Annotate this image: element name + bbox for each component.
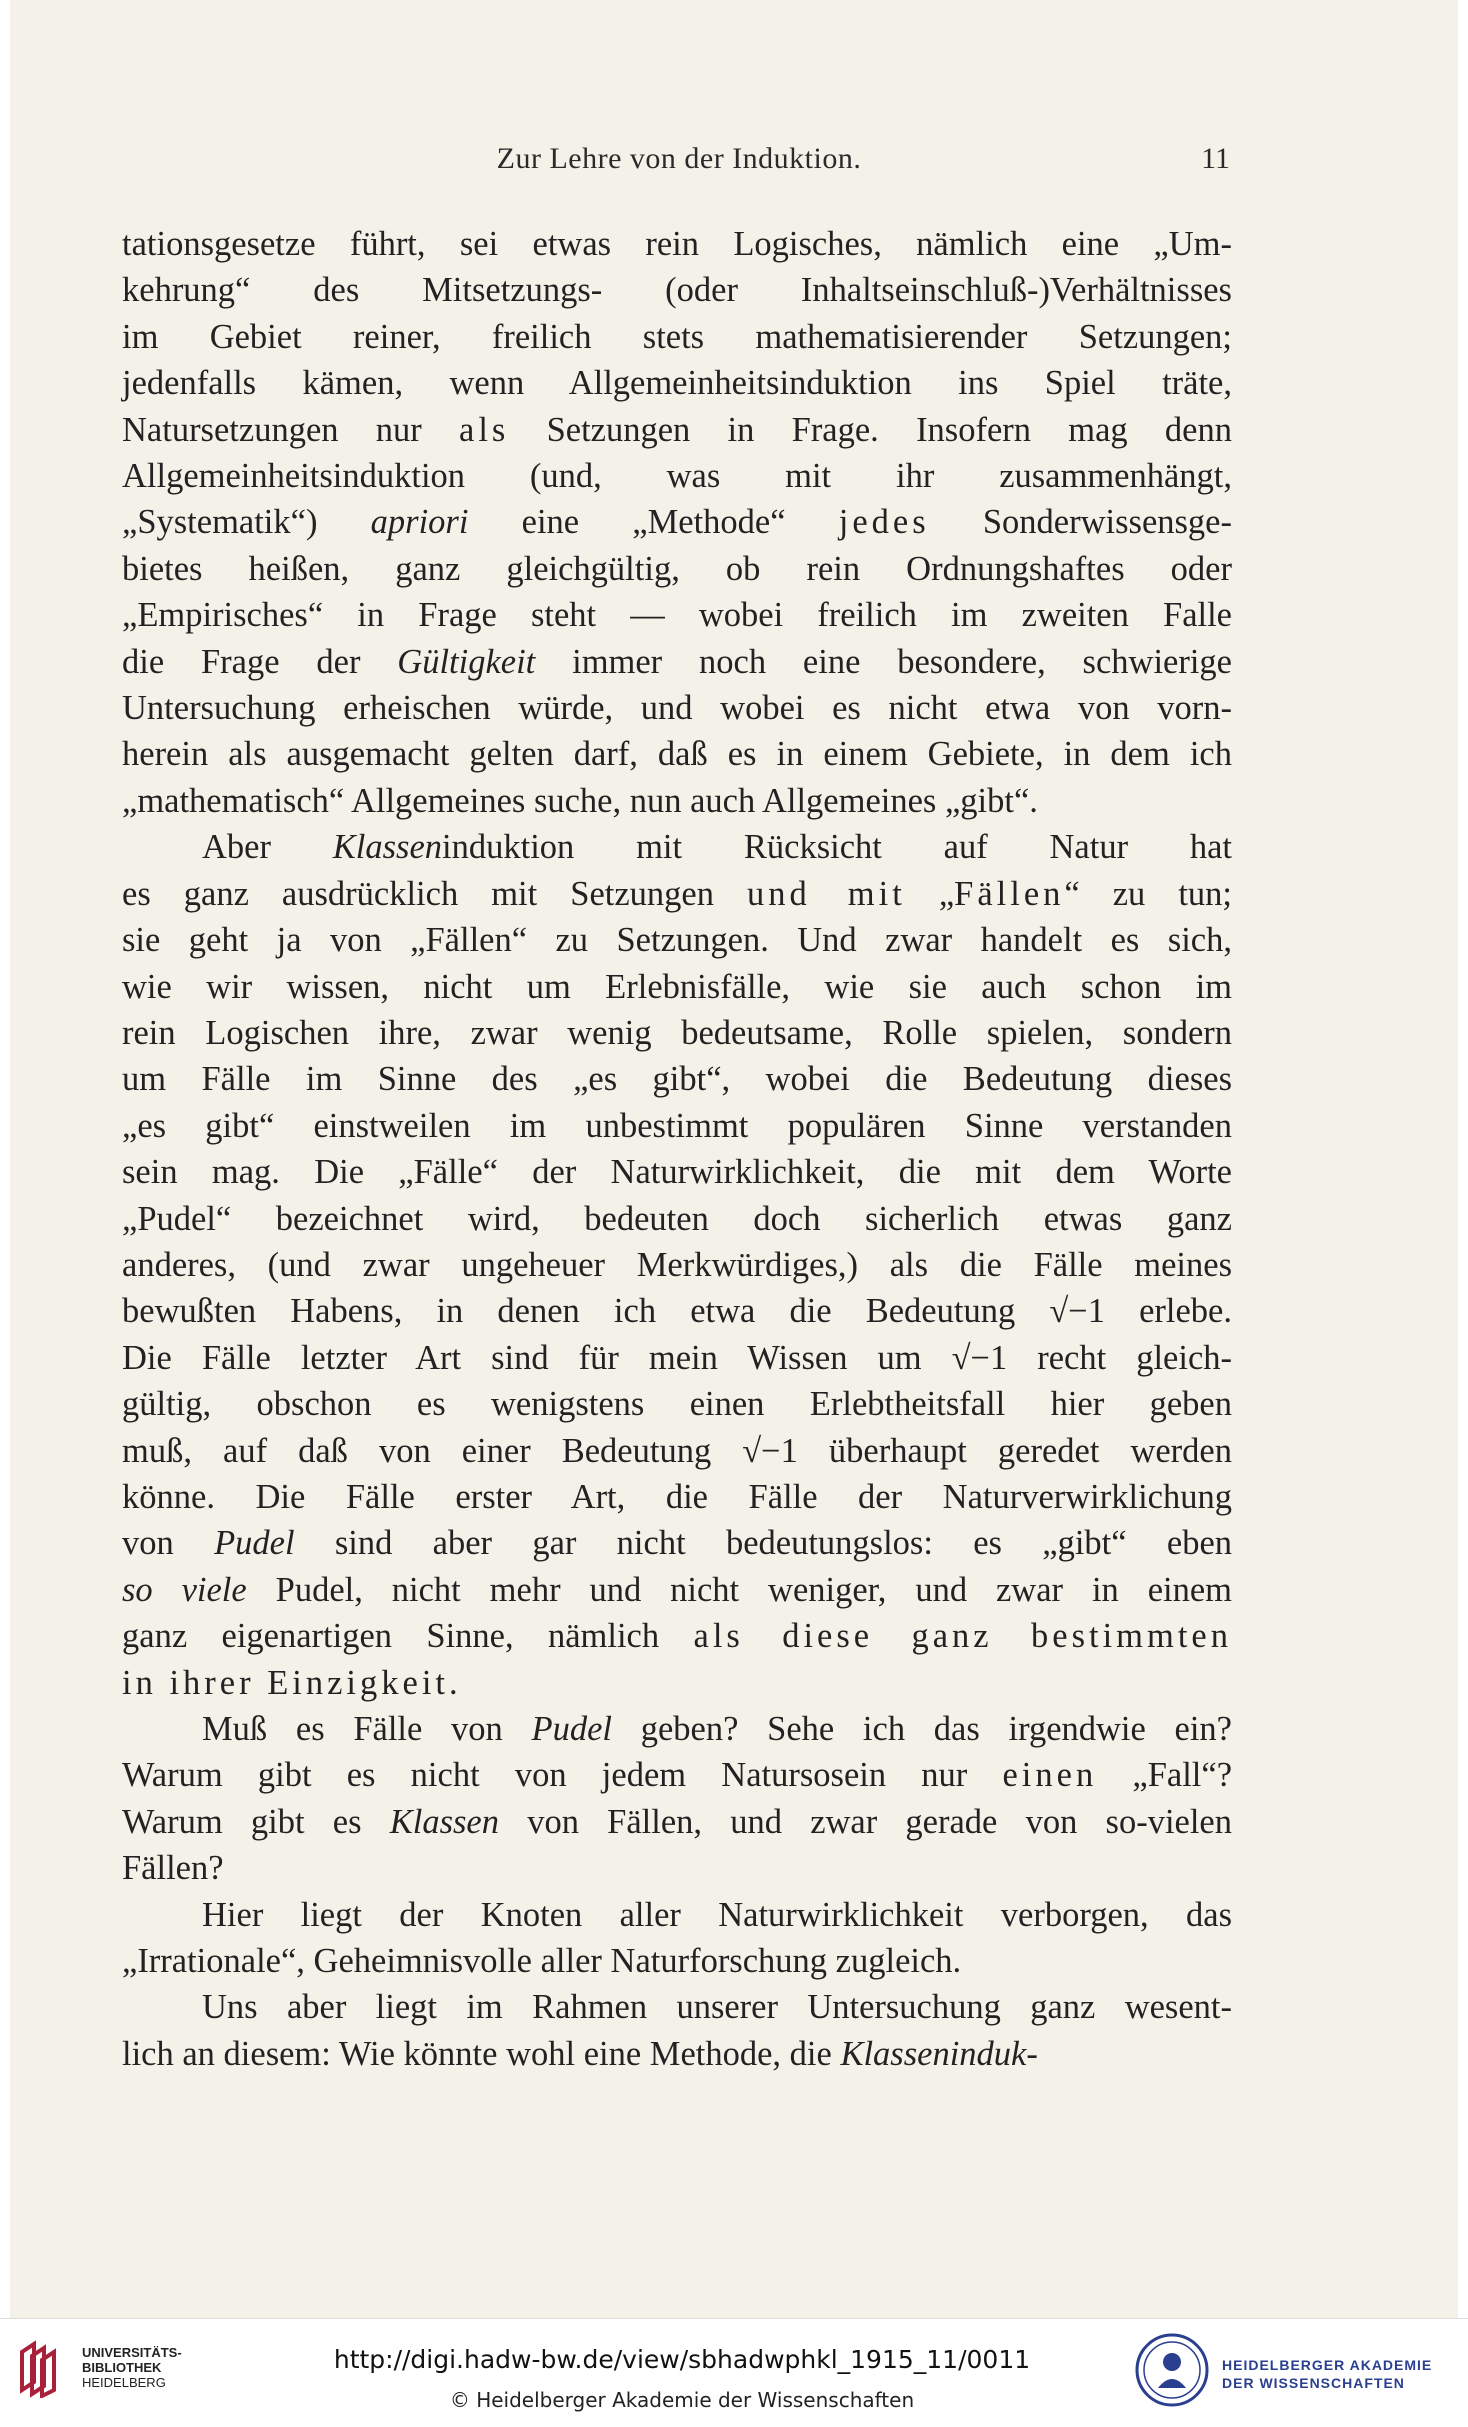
university-library-logo-icon [14,2338,74,2398]
paragraph [122,221,1232,824]
text-run: Muß es Fälle von [202,1710,532,1748]
text-run: Fällen? [122,1849,224,1888]
text-line [122,778,1232,824]
hadw-line-2: DER WISSENSCHAFTEN [1222,2375,1405,2391]
text-line [122,1474,1232,1520]
text-run: im Gebiet reiner, freilich stets mathematisierender Setzungen; [122,317,1232,356]
text-run: „Systematik“) [122,503,371,542]
text-line [122,917,1232,963]
text-run: von [122,1524,215,1563]
text-run: ganz eigenartigen Sinne, nämlich [122,1617,694,1656]
text-run: kehrung“ des Mitsetzungs- (oder Inhaltseinschluß-)Verhältnisses [122,271,1232,310]
paragraph [122,824,1232,1706]
text-line [122,1752,1232,1798]
text-run: tationsgesetze führt, sei etwas rein Logisches, nämlich eine „Um- [122,225,1232,263]
text-run: Uns aber liegt im Rahmen unserer Untersuchung ganz wesent- [202,1988,1232,2027]
text-run: herein als ausgemacht gelten darf, daß es in einem Gebiete, in dem ich [122,735,1232,774]
text-line [122,824,1232,870]
text-run: Hier liegt der Knoten aller Naturwirklichkeit verborgen, das [202,1895,1232,1934]
text-run: . [449,1663,458,1702]
text-line [122,314,1232,360]
paragraph [122,1984,1232,2077]
text-run: „Fall“? [1097,1756,1233,1795]
text-line [122,1660,1232,1706]
text-line [122,592,1232,638]
text-run: Warum gibt es [122,1802,390,1841]
text-line [122,499,1232,545]
text-run: geben? Sehe ich das irgendwie ein? [612,1710,1232,1748]
permalink-url[interactable]: http://digi.hadw-bw.de/view/sbhadwphkl_1915_11/0011 [333,2345,1031,2374]
university-library-name [82,2345,182,2390]
text-run: „Pudel“ bezeichnet wird, bedeuten doch sicherlich etwas ganz [122,1199,1232,1238]
text-run: um Fälle im Sinne des „es gibt“, wobei die Bedeutung dieses [122,1060,1232,1099]
text-line [122,221,1232,267]
spaced-run: und mit [747,874,906,913]
text-line [122,1381,1232,1427]
academy-seal-icon [1134,2332,1210,2408]
spaced-run: einen [1002,1756,1098,1795]
text-run: rein Logischen ihre, zwar wenig bedeutsame, Rolle spielen, sondern [122,1013,1232,1052]
academy-name [1222,2356,1432,2392]
spaced-run: als [459,410,510,449]
italic-run: Klassen [332,828,443,867]
text-run: jedenfalls kämen, wenn Allgemeinheitsinduktion ins Spiel träte, [122,364,1232,403]
text-line [122,1056,1232,1102]
text-line [122,453,1232,499]
text-run: Warum gibt es nicht von jedem Natursosein nur [122,1756,1003,1795]
text-line [122,731,1232,777]
text-line [122,685,1232,731]
spaced-run: jedes [838,503,930,542]
ub-line-1: UNIVERSITÄTS- [82,2345,182,2360]
spaced-run: in ihrer Einzigkeit [122,1663,450,1702]
text-line [122,1520,1232,1566]
text-line [122,871,1232,917]
text-run: Sonderwissensge- [929,503,1232,542]
text-run: “ zu tun; [1064,874,1232,913]
text-run: sind aber gar nicht bedeutungslos: es „gibt“ eben [294,1524,1233,1563]
text-run: bewußten Habens, in denen ich etwa die Bedeutung √−1 erlebe. [122,1292,1232,1331]
text-line [122,1938,1232,1984]
running-header [128,142,1230,182]
text-line [122,360,1232,406]
text-line [122,1103,1232,1149]
hadw-line-1: HEIDELBERGER AKADEMIE [1222,2357,1433,2373]
italic-run: Pudel [531,1710,613,1748]
text-run: anderes, (und zwar ungeheuer Merkwürdiges,) als die Fälle meines [122,1245,1232,1284]
page-number: 11 [1201,142,1230,175]
text-line [122,2031,1232,2077]
italic-run: Klasseninduk- [840,2034,1038,2073]
text-run: „Irrationale“, Geheimnisvolle aller Naturforschung zugleich. [122,1942,962,1981]
text-run: „es gibt“ einstweilen im unbestimmt populären Sinne verstanden [122,1106,1232,1145]
text-line [122,546,1232,592]
italic-run: Pudel [214,1524,295,1563]
spaced-run: Fällen [954,874,1065,913]
text-line [122,1149,1232,1195]
text-run: könne. Die Fälle erster Art, die Fälle der Naturverwirklichung [122,1477,1232,1516]
text-line [122,1335,1232,1381]
text-run: von Fällen, und zwar gerade von so-vielen [499,1802,1232,1841]
ub-line-2: BIBLIOTHEK [82,2360,162,2375]
text-run: Natursetzungen nur [122,410,459,449]
text-line [122,1613,1232,1659]
text-run: es ganz ausdrücklich mit Setzungen [122,874,748,913]
text-run: Aber [202,828,333,867]
text-line [122,1196,1232,1242]
text-run: induktion mit Rücksicht auf Natur hat [442,828,1232,867]
text-run: „mathematisch“ Allgemeines suche, nun auch Allgemeines „gibt“. [122,781,1038,820]
text-run: „ [905,874,955,913]
text-run: wie wir wissen, nicht um Erlebnisfälle, wie sie auch schon im [122,967,1232,1006]
text-run: bietes heißen, ganz gleichgültig, ob rein Ordnungshaftes oder [122,549,1232,588]
text-line [122,267,1232,313]
text-run: Allgemeinheitsinduktion (und, was mit ihr zusammenhängt, [122,457,1232,496]
italic-run: Klassen [389,1802,499,1841]
italic-run: Gültigkeit [397,642,536,681]
text-run: Untersuchung erheischen würde, und wobei es nicht etwa von vorn- [122,689,1232,728]
text-run: „Empirisches“ in Frage steht — wobei freilich im zweiten Falle [122,596,1232,635]
text-run: Pudel, nicht mehr und nicht weniger, und zwar in einem [246,1570,1232,1609]
text-line [122,1706,1232,1752]
text-line [122,1892,1232,1938]
text-run: Setzungen in Frage. Insofern mag denn [509,410,1232,449]
text-run: Die Fälle letzter Art sind für mein Wissen um √−1 recht gleich- [122,1338,1232,1377]
text-line [122,1428,1232,1474]
text-run: die Frage der [122,642,398,681]
text-line [122,639,1232,685]
paragraph [122,1706,1232,1892]
text-run: lich an diesem: Wie könnte wohl eine Methode, die [122,2034,841,2073]
text-run: immer noch eine besondere, schwierige [535,642,1232,681]
text-line [122,1010,1232,1056]
text-line [122,1799,1232,1845]
spaced-run: als diese ganz bestimmten [693,1617,1232,1656]
text-line [122,1845,1232,1891]
running-title: Zur Lehre von der Induktion. [496,142,862,175]
body-text [122,221,1232,2077]
text-line [122,1567,1232,1613]
text-line [122,964,1232,1010]
text-line [122,407,1232,453]
italic-run: so viele [122,1570,247,1609]
text-run: sein mag. Die „Fälle“ der Naturwirklichkeit, die mit dem Worte [122,1153,1232,1192]
text-run: eine „Methode“ [468,503,839,542]
text-run: gültig, obschon es wenigstens einen Erlebtheitsfall hier geben [122,1385,1232,1424]
ub-line-3: HEIDELBERG [82,2375,166,2390]
text-line [122,1242,1232,1288]
text-line [122,1288,1232,1334]
paragraph [122,1892,1232,1985]
copyright-notice: © Heidelberger Akademie der Wissenschaften [449,2388,915,2412]
text-run: muß, auf daß von einer Bedeutung √−1 überhaupt geredet werden [122,1431,1232,1470]
text-line [122,1984,1232,2030]
text-run: sie geht ja von „Fällen“ zu Setzungen. Und zwar handelt es sich, [122,921,1232,960]
italic-run: apriori [370,503,469,542]
